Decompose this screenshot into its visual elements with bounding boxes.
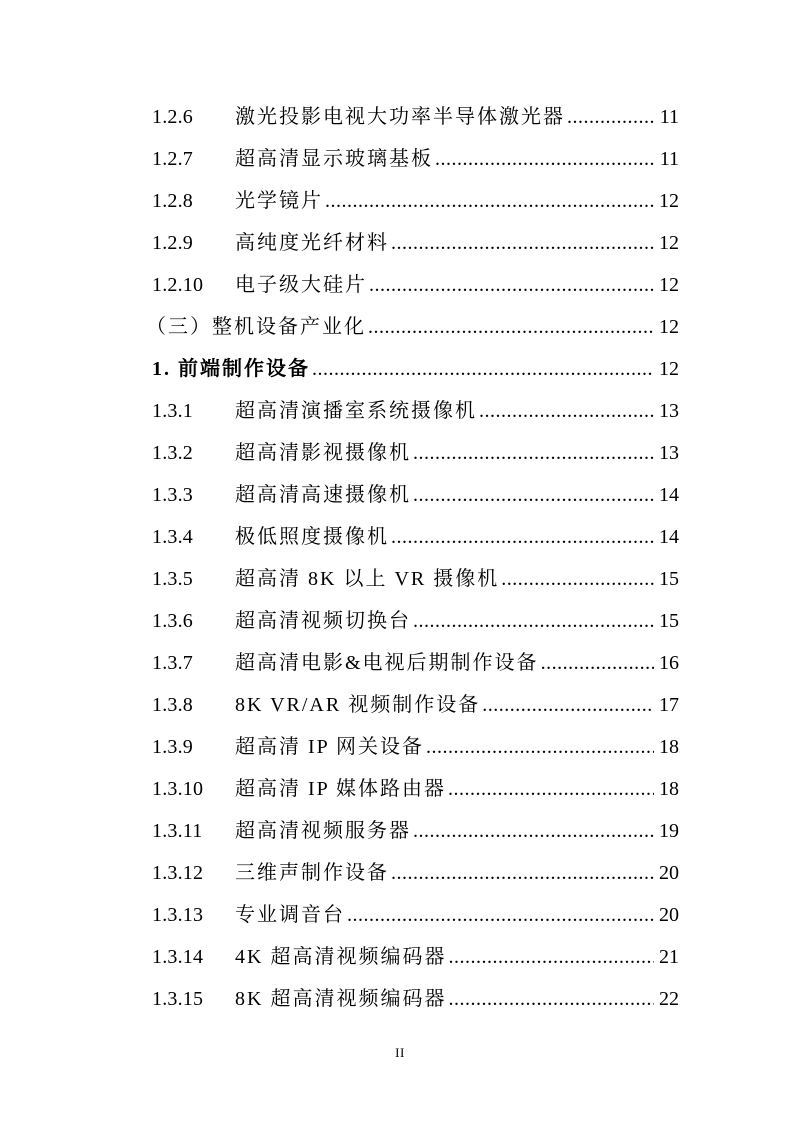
toc-entry-page: 21 bbox=[659, 946, 679, 968]
toc-entry-line bbox=[235, 432, 654, 474]
toc-entry-title: 超高清电影&电视后期制作设备 bbox=[235, 652, 539, 674]
toc-entry-page: 11 bbox=[659, 106, 679, 128]
toc-entry[interactable] bbox=[0, 600, 800, 642]
toc-dot-leader bbox=[448, 768, 654, 810]
toc-dot-leader bbox=[448, 978, 654, 1020]
toc-entry-line bbox=[152, 348, 654, 390]
toc-entry[interactable] bbox=[0, 516, 800, 558]
toc-entry-page: 12 bbox=[659, 274, 679, 296]
toc-entry[interactable] bbox=[0, 810, 800, 852]
toc-entry-title: 超高清视频服务器 bbox=[235, 820, 411, 842]
toc-entry-line bbox=[235, 138, 654, 180]
toc-entry-number: 1.3.2 bbox=[152, 442, 193, 464]
toc-entry-line bbox=[235, 936, 654, 978]
toc-entry-line bbox=[235, 600, 654, 642]
toc-entry-page: 20 bbox=[659, 904, 679, 926]
toc-entry-title: 高纯度光纤材料 bbox=[235, 232, 389, 254]
toc-dot-leader bbox=[391, 222, 654, 264]
toc-dot-leader bbox=[501, 558, 654, 600]
page-number-footer: II bbox=[395, 1045, 405, 1060]
toc-entry-title: 4K 超高清视频编码器 bbox=[235, 946, 447, 968]
toc-entry-line bbox=[235, 978, 654, 1020]
toc-entry-number: 1.2.7 bbox=[152, 148, 193, 170]
toc-entry-line bbox=[235, 96, 654, 138]
toc-entry[interactable] bbox=[0, 138, 800, 180]
toc-entry[interactable] bbox=[0, 726, 800, 768]
toc-entry[interactable] bbox=[0, 390, 800, 432]
toc-entry-page: 12 bbox=[659, 232, 679, 254]
toc-entry-number: 1.2.10 bbox=[152, 274, 204, 296]
toc-entry-line bbox=[235, 222, 654, 264]
toc-entry[interactable] bbox=[0, 684, 800, 726]
toc-entry[interactable] bbox=[0, 642, 800, 684]
toc-entry-line bbox=[235, 810, 654, 852]
toc-entry-line bbox=[235, 726, 654, 768]
toc-entry-line bbox=[235, 558, 654, 600]
toc-entry-page: 12 bbox=[659, 316, 679, 338]
toc-entry-title: 超高清 8K 以上 VR 摄像机 bbox=[235, 568, 500, 590]
toc-entry-number: 1.3.6 bbox=[152, 610, 193, 632]
toc-entry-page: 18 bbox=[659, 736, 679, 758]
toc-entry-number: 1.3.12 bbox=[152, 862, 204, 884]
toc-entry-line bbox=[235, 474, 654, 516]
toc-dot-leader bbox=[448, 936, 654, 978]
toc-entry-number: 1.3.8 bbox=[152, 694, 193, 716]
toc-entry-page: 13 bbox=[659, 400, 679, 422]
toc-entry[interactable] bbox=[0, 306, 800, 348]
toc-entry-page: 22 bbox=[659, 988, 679, 1010]
toc-entry-number: 1.2.6 bbox=[152, 106, 193, 128]
toc-entry-page: 12 bbox=[659, 190, 679, 212]
toc-dot-leader bbox=[347, 894, 654, 936]
toc-entry[interactable] bbox=[0, 894, 800, 936]
toc-dot-leader bbox=[435, 138, 654, 180]
toc-entry-page: 18 bbox=[659, 778, 679, 800]
toc-entry-title: （三）整机设备产业化 bbox=[146, 316, 366, 338]
toc-entry-title: 三维声制作设备 bbox=[235, 862, 389, 884]
toc-dot-leader bbox=[369, 264, 654, 306]
toc-dot-leader bbox=[325, 180, 654, 222]
toc-entry-page: 20 bbox=[659, 862, 679, 884]
toc-entry[interactable] bbox=[0, 96, 800, 138]
toc-entry-title: 超高清 IP 媒体路由器 bbox=[235, 778, 447, 800]
toc-dot-leader bbox=[391, 516, 654, 558]
toc-entry-title: 电子级大硅片 bbox=[235, 274, 367, 296]
toc-dot-leader bbox=[413, 600, 654, 642]
toc-dot-leader bbox=[567, 96, 654, 138]
toc-entry-line bbox=[235, 180, 654, 222]
toc-entry[interactable] bbox=[0, 180, 800, 222]
toc-entry-title: 超高清演播室系统摄像机 bbox=[235, 400, 477, 422]
toc-entry-title: 光学镜片 bbox=[235, 190, 323, 212]
toc-entry[interactable] bbox=[0, 978, 800, 1020]
toc-entry-title: 8K 超高清视频编码器 bbox=[235, 988, 447, 1010]
toc-entry-number: 1.3.10 bbox=[152, 778, 204, 800]
toc-entry-number: 1.3.15 bbox=[152, 988, 204, 1010]
toc-dot-leader bbox=[391, 852, 654, 894]
toc-entry[interactable] bbox=[0, 558, 800, 600]
toc-entry[interactable] bbox=[0, 222, 800, 264]
toc-entry-number: 1.2.8 bbox=[152, 190, 193, 212]
toc-entry-number: 1.3.11 bbox=[152, 820, 203, 842]
toc-dot-leader bbox=[541, 642, 654, 684]
toc-entry[interactable] bbox=[0, 852, 800, 894]
toc-entry-line bbox=[235, 684, 654, 726]
toc-dot-leader bbox=[368, 306, 654, 348]
toc-entry-number: 1.3.7 bbox=[152, 652, 193, 674]
toc-entry-number: 1.3.9 bbox=[152, 736, 193, 758]
toc-entry-title: 专业调音台 bbox=[235, 904, 345, 926]
toc-entry-line bbox=[235, 768, 654, 810]
toc-entry-line bbox=[235, 264, 654, 306]
toc-entry-line bbox=[235, 894, 654, 936]
toc-entry-line bbox=[235, 642, 654, 684]
toc-entry-number: 1.3.13 bbox=[152, 904, 204, 926]
toc-entry[interactable] bbox=[0, 936, 800, 978]
toc-entry-title: 极低照度摄像机 bbox=[235, 526, 389, 548]
toc-entry-page: 11 bbox=[659, 148, 679, 170]
toc-entry-line bbox=[235, 852, 654, 894]
toc-entry-title: 激光投影电视大功率半导体激光器 bbox=[235, 106, 565, 128]
toc-dot-leader bbox=[482, 684, 654, 726]
toc-entry-number: 1.3.3 bbox=[152, 484, 193, 506]
toc-entry-title: 超高清影视摄像机 bbox=[235, 442, 411, 464]
toc-entry-page: 14 bbox=[659, 484, 679, 506]
toc-entry-page: 15 bbox=[659, 568, 679, 590]
toc-entry-page: 13 bbox=[659, 442, 679, 464]
toc-entry-page: 19 bbox=[659, 820, 679, 842]
toc-entry-line bbox=[146, 306, 654, 348]
toc-dot-leader bbox=[413, 810, 654, 852]
toc-entry-line bbox=[235, 390, 654, 432]
toc-entry[interactable] bbox=[0, 474, 800, 516]
toc-dot-leader bbox=[413, 474, 654, 516]
toc-entry-page: 16 bbox=[659, 652, 679, 674]
toc-entry[interactable] bbox=[0, 264, 800, 306]
table-of-contents bbox=[0, 96, 800, 1020]
toc-entry-number: 1.2.9 bbox=[152, 232, 193, 254]
toc-dot-leader bbox=[479, 390, 654, 432]
toc-entry-title: 超高清显示玻璃基板 bbox=[235, 148, 433, 170]
toc-entry-title: 超高清高速摄像机 bbox=[235, 484, 411, 506]
toc-entry-title: 超高清视频切换台 bbox=[235, 610, 411, 632]
toc-entry-number: 1.3.14 bbox=[152, 946, 204, 968]
toc-entry[interactable] bbox=[0, 432, 800, 474]
toc-dot-leader bbox=[426, 726, 654, 768]
toc-entry-number: 1.3.1 bbox=[152, 400, 193, 422]
toc-entry-title: 超高清 IP 网关设备 bbox=[235, 736, 425, 758]
toc-entry[interactable] bbox=[0, 348, 800, 390]
toc-dot-leader bbox=[312, 348, 654, 390]
toc-entry-title: 8K VR/AR 视频制作设备 bbox=[235, 694, 481, 716]
toc-entry-number: 1.3.4 bbox=[152, 526, 193, 548]
toc-entry-line bbox=[235, 516, 654, 558]
toc-entry-title: 1. 前端制作设备 bbox=[152, 358, 310, 380]
toc-entry-number: 1.3.5 bbox=[152, 568, 193, 590]
toc-dot-leader bbox=[413, 432, 654, 474]
toc-entry-page: 12 bbox=[659, 358, 679, 380]
toc-entry-page: 17 bbox=[659, 694, 679, 716]
toc-entry-page: 15 bbox=[659, 610, 679, 632]
toc-entry[interactable] bbox=[0, 768, 800, 810]
toc-entry-page: 14 bbox=[659, 526, 679, 548]
